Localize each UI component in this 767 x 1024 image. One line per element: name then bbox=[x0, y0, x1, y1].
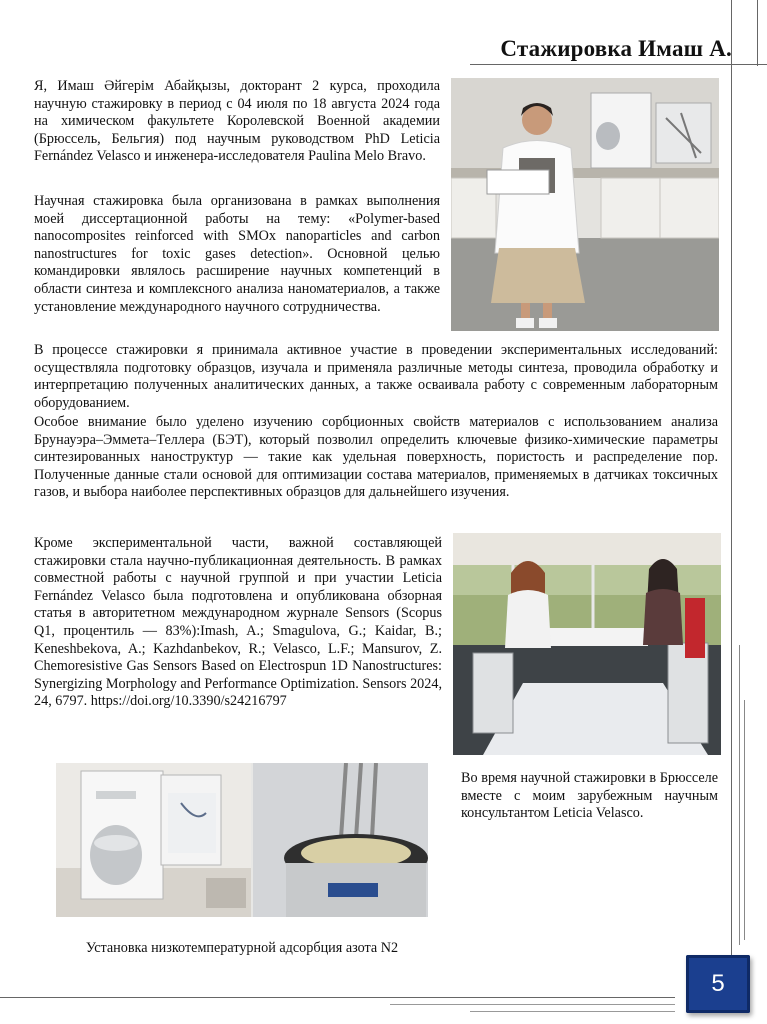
footer-line bbox=[470, 1011, 675, 1012]
right-side-line bbox=[744, 700, 745, 940]
header-underline bbox=[470, 64, 767, 65]
page-number: 5 bbox=[711, 970, 725, 997]
paragraph-publication: Кроме экспериментальной части, важной составляющей стажировки стала научно-публикационная деятельность. В рамках совместной работы с научной группой и при участии Leticia Fernández Velasco была подготовлена и опубликована обзорная статья в авторитетном международном журнале Sensors (Scopus Q1, процентиль — 83%):Imash, A.; Smagulova, G.; Kaidar, B.; Keneshbekova, A.; Kazhdanbekov, R.; Velasco, L.F.; Mansurov, Z. Chemoresistive Gas Sensors Based on Electrospun 1D Nanostructures: Synergizing Morphology and Performance Optimization. Sensors 2024, 24, 6797. https://doi.org/10.3390/s24216797 bbox=[34, 535, 442, 710]
adsorption-equipment-photo bbox=[56, 763, 428, 917]
paragraph-experiments: В процессе стажировки я принимала активное участие в проведении экспериментальных исследований: осуществляла подготовку образцов, изучала и применяла различные методы синтеза, проводила обработку и интерпретацию полученных аналитических данных, а также осваивала работу с современным лабораторным оборудованием. bbox=[34, 342, 718, 411]
paragraph-bet-analysis: Особое внимание было уделено изучению сорбционных свойств материалов с использованием анализа Брунауэра–Эммета–Теллера (БЭТ), который позволил определить ключевые физико-химические параметры синтезированных наноструктур — такие как удельная поверхность, пористость и распределение пор. Полученные данные стали основой для оптимизации состава материалов, применяемых в датчиках токсичных газов, и выбора наиболее перспективных образцов для дальнейшего изучения. bbox=[34, 414, 718, 501]
equipment-photo-caption: Установка низкотемпературной адсорбция азота N2 bbox=[85, 940, 399, 956]
right-margin-line bbox=[757, 0, 758, 66]
footer-line bbox=[390, 1004, 675, 1005]
footer-line bbox=[0, 997, 675, 998]
lab-portrait-photo bbox=[451, 78, 719, 331]
page-title: Стажировка Имаш А. bbox=[500, 36, 732, 61]
page-number-badge bbox=[686, 955, 750, 1013]
cafe-meeting-photo bbox=[453, 533, 721, 755]
paragraph-intro: Я, Имаш Әйгерім Абайқызы, докторант 2 курса, проходила научную стажировку в период с 04 июля по 18 августа 2024 года на химическом факультете Королевской Военной академии (Брюссель, Бельгия) под научным руководством PhD Leticia Fernández Velasco и инженера-исследователя Paulina Melo Bravo. bbox=[34, 78, 440, 165]
right-side-line bbox=[739, 645, 740, 945]
right-margin-line bbox=[731, 0, 732, 960]
paragraph-topic: Научная стажировка была организована в рамках выполнения моей диссертационной работы на тему: «Polymer-based nanocomposites reinforced with SMOx nanoparticles and carbon nanostructures for toxic gases detection». Основной целью командировки являлось расширение научных компетенций в области синтеза и комплексного анализа наноматериалов, а также установление международного научного сотрудничества. bbox=[34, 193, 440, 315]
cafe-photo-caption: Во время научной стажировки в Брюсселе вместе с моим зарубежным научным консультантом Leticia Velasco. bbox=[461, 770, 718, 822]
